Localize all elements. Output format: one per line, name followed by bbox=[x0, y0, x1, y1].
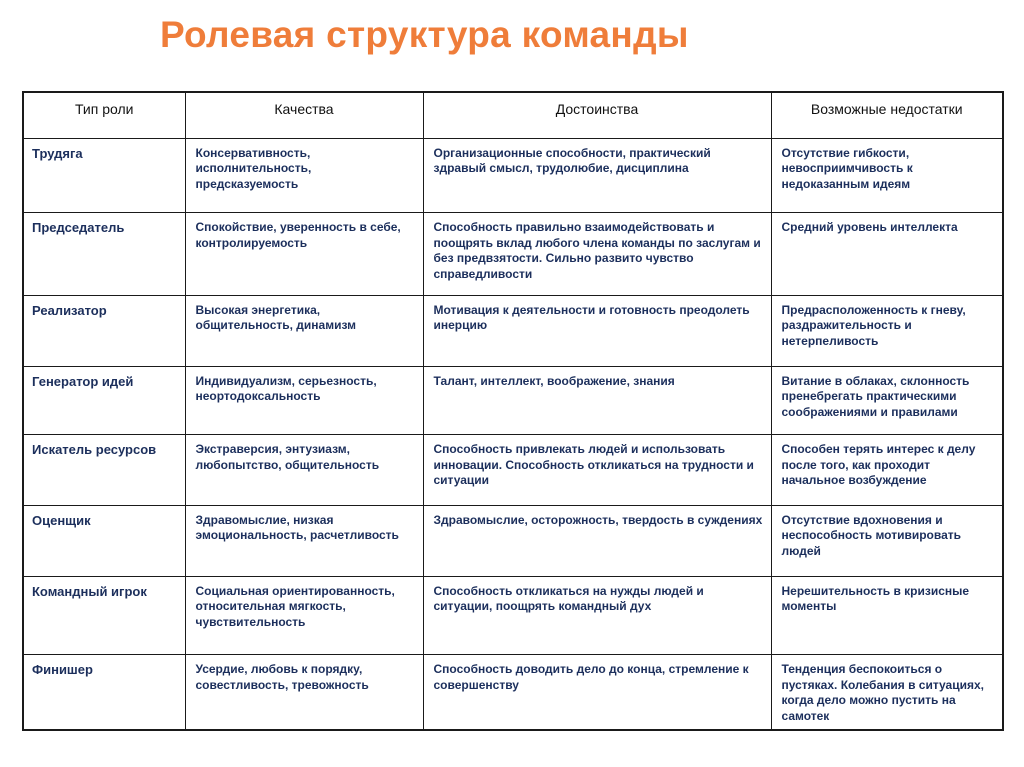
qualities-cell: Усердие, любовь к порядку, совестливость, тревожность bbox=[185, 655, 423, 730]
table-row bbox=[23, 576, 1003, 655]
qualities-cell: Спокойствие, уверенность в себе, контролируемость bbox=[185, 213, 423, 296]
table-row bbox=[23, 505, 1003, 576]
table-row bbox=[23, 435, 1003, 506]
role-name-cell: Председатель bbox=[23, 213, 185, 296]
table-row bbox=[23, 366, 1003, 435]
qualities-cell: Здравомыслие, низкая эмоциональность, расчетливость bbox=[185, 505, 423, 576]
strengths-cell: Способность доводить дело до конца, стремление к совершенству bbox=[423, 655, 771, 730]
header-qualities: Качества bbox=[185, 92, 423, 138]
page-title: Ролевая структура команды bbox=[160, 14, 689, 55]
weaknesses-cell: Отсутствие гибкости, невосприимчивость к недоказанным идеям bbox=[771, 138, 1003, 213]
weaknesses-cell: Средний уровень интеллекта bbox=[771, 213, 1003, 296]
strengths-cell: Способность правильно взаимодействовать и поощрять вклад любого члена команды по заслугам и без предвзятости. Сильно развито чувство справедливости bbox=[423, 213, 771, 296]
weaknesses-cell: Отсутствие вдохновения и неспособность мотивировать людей bbox=[771, 505, 1003, 576]
strengths-cell: Способность откликаться на нужды людей и ситуации, поощрять командный дух bbox=[423, 576, 771, 655]
weaknesses-cell: Предрасположенность к гневу, раздражительность и нетерпеливость bbox=[771, 295, 1003, 366]
table-row bbox=[23, 138, 1003, 213]
role-name-cell: Оценщик bbox=[23, 505, 185, 576]
table-row bbox=[23, 295, 1003, 366]
role-name-cell: Генератор идей bbox=[23, 366, 185, 435]
weaknesses-cell: Тенденция беспокоиться о пустяках. Колебания в ситуациях, когда дело можно пустить на самотек bbox=[771, 655, 1003, 730]
role-name-cell: Командный игрок bbox=[23, 576, 185, 655]
qualities-cell: Индивидуализм, серьезность, неортодоксальность bbox=[185, 366, 423, 435]
header-strengths: Достоинства bbox=[423, 92, 771, 138]
role-name-cell: Трудяга bbox=[23, 138, 185, 213]
qualities-cell: Высокая энергетика, общительность, динамизм bbox=[185, 295, 423, 366]
qualities-cell: Консервативность, исполнительность, предсказуемость bbox=[185, 138, 423, 213]
strengths-cell: Организационные способности, практический здравый смысл, трудолюбие, дисциплина bbox=[423, 138, 771, 213]
strengths-cell: Талант, интеллект, воображение, знания bbox=[423, 366, 771, 435]
role-name-cell: Реализатор bbox=[23, 295, 185, 366]
table-header-row bbox=[23, 92, 1003, 138]
role-name-cell: Искатель ресурсов bbox=[23, 435, 185, 506]
table-row bbox=[23, 213, 1003, 296]
qualities-cell: Экстраверсия, энтузиазм, любопытство, общительность bbox=[185, 435, 423, 506]
table-row bbox=[23, 655, 1003, 730]
weaknesses-cell: Витание в облаках, склонность пренебрегать практическими соображениями и правилами bbox=[771, 366, 1003, 435]
strengths-cell: Способность привлекать людей и использовать инновации. Способность откликаться на трудности и ситуации bbox=[423, 435, 771, 506]
qualities-cell: Социальная ориентированность, относительная мягкость, чувствительность bbox=[185, 576, 423, 655]
role-structure-table bbox=[22, 91, 1004, 731]
strengths-cell: Здравомыслие, осторожность, твердость в суждениях bbox=[423, 505, 771, 576]
strengths-cell: Мотивация к деятельности и готовность преодолеть инерцию bbox=[423, 295, 771, 366]
header-weaknesses: Возможные недостатки bbox=[771, 92, 1003, 138]
header-role-type: Тип роли bbox=[23, 92, 185, 138]
weaknesses-cell: Нерешительность в кризисные моменты bbox=[771, 576, 1003, 655]
role-name-cell: Финишер bbox=[23, 655, 185, 730]
weaknesses-cell: Способен терять интерес к делу после того, как проходит начальное возбуждение bbox=[771, 435, 1003, 506]
